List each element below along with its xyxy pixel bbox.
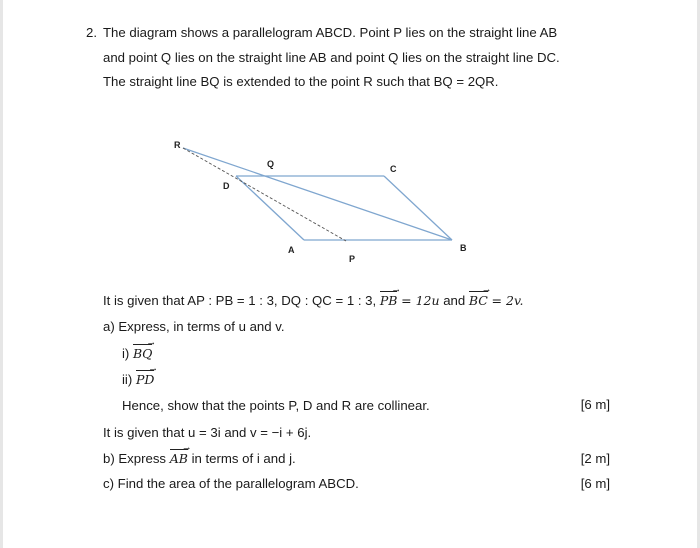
label-P: P xyxy=(349,254,356,264)
part-c: c) Find the area of the parallelogram ABCD. xyxy=(103,476,359,491)
part-a-i: i) BQ → xyxy=(122,345,152,363)
label-R: R xyxy=(174,140,181,150)
vector-AB: AB → xyxy=(170,450,188,468)
given-ratios: It is given that AP : PB = 1 : 3, DQ : QC = 1 : 3, PB → = 12u and BC → = 2v. xyxy=(103,292,524,310)
part-a-label: a) Express, in terms of u and v. xyxy=(103,319,285,334)
label-B: B xyxy=(460,243,467,253)
given-uv: It is given that u = 3i and v = −i + 6j. xyxy=(103,425,312,440)
line-RB xyxy=(183,148,452,240)
part-b-marks: [2 m] xyxy=(580,451,610,466)
part-a-ii: ii) PD → xyxy=(122,371,154,389)
question-number: 2. xyxy=(86,25,97,40)
vector-BC: BC → xyxy=(469,292,488,310)
dashed-RP xyxy=(183,148,346,241)
vector-PB: PB → xyxy=(380,292,398,310)
label-C: C xyxy=(390,164,397,174)
part-b: b) Express AB → in terms of i and j. xyxy=(103,450,296,468)
vector-BQ: BQ → xyxy=(133,345,152,363)
label-Q: Q xyxy=(267,159,275,169)
label-D: D xyxy=(223,181,230,191)
intro-line-2: and point Q lies on the straight line AB and point Q lies on the straight line DC. xyxy=(103,50,560,65)
intro-line-3: The straight line BQ is extended to the point R such that BQ = 2QR. xyxy=(103,74,499,89)
part-c-marks: [6 m] xyxy=(580,476,610,491)
label-A: A xyxy=(288,245,295,255)
intro-line-1: The diagram shows a parallelogram ABCD. Point P lies on the straight line AB xyxy=(103,25,558,40)
part-a-marks: [6 m] xyxy=(580,397,610,412)
part-a-hence: Hence, show that the points P, D and R are collinear. xyxy=(122,398,430,413)
edge-CB xyxy=(384,176,452,240)
vector-PD: PD → xyxy=(136,371,154,389)
